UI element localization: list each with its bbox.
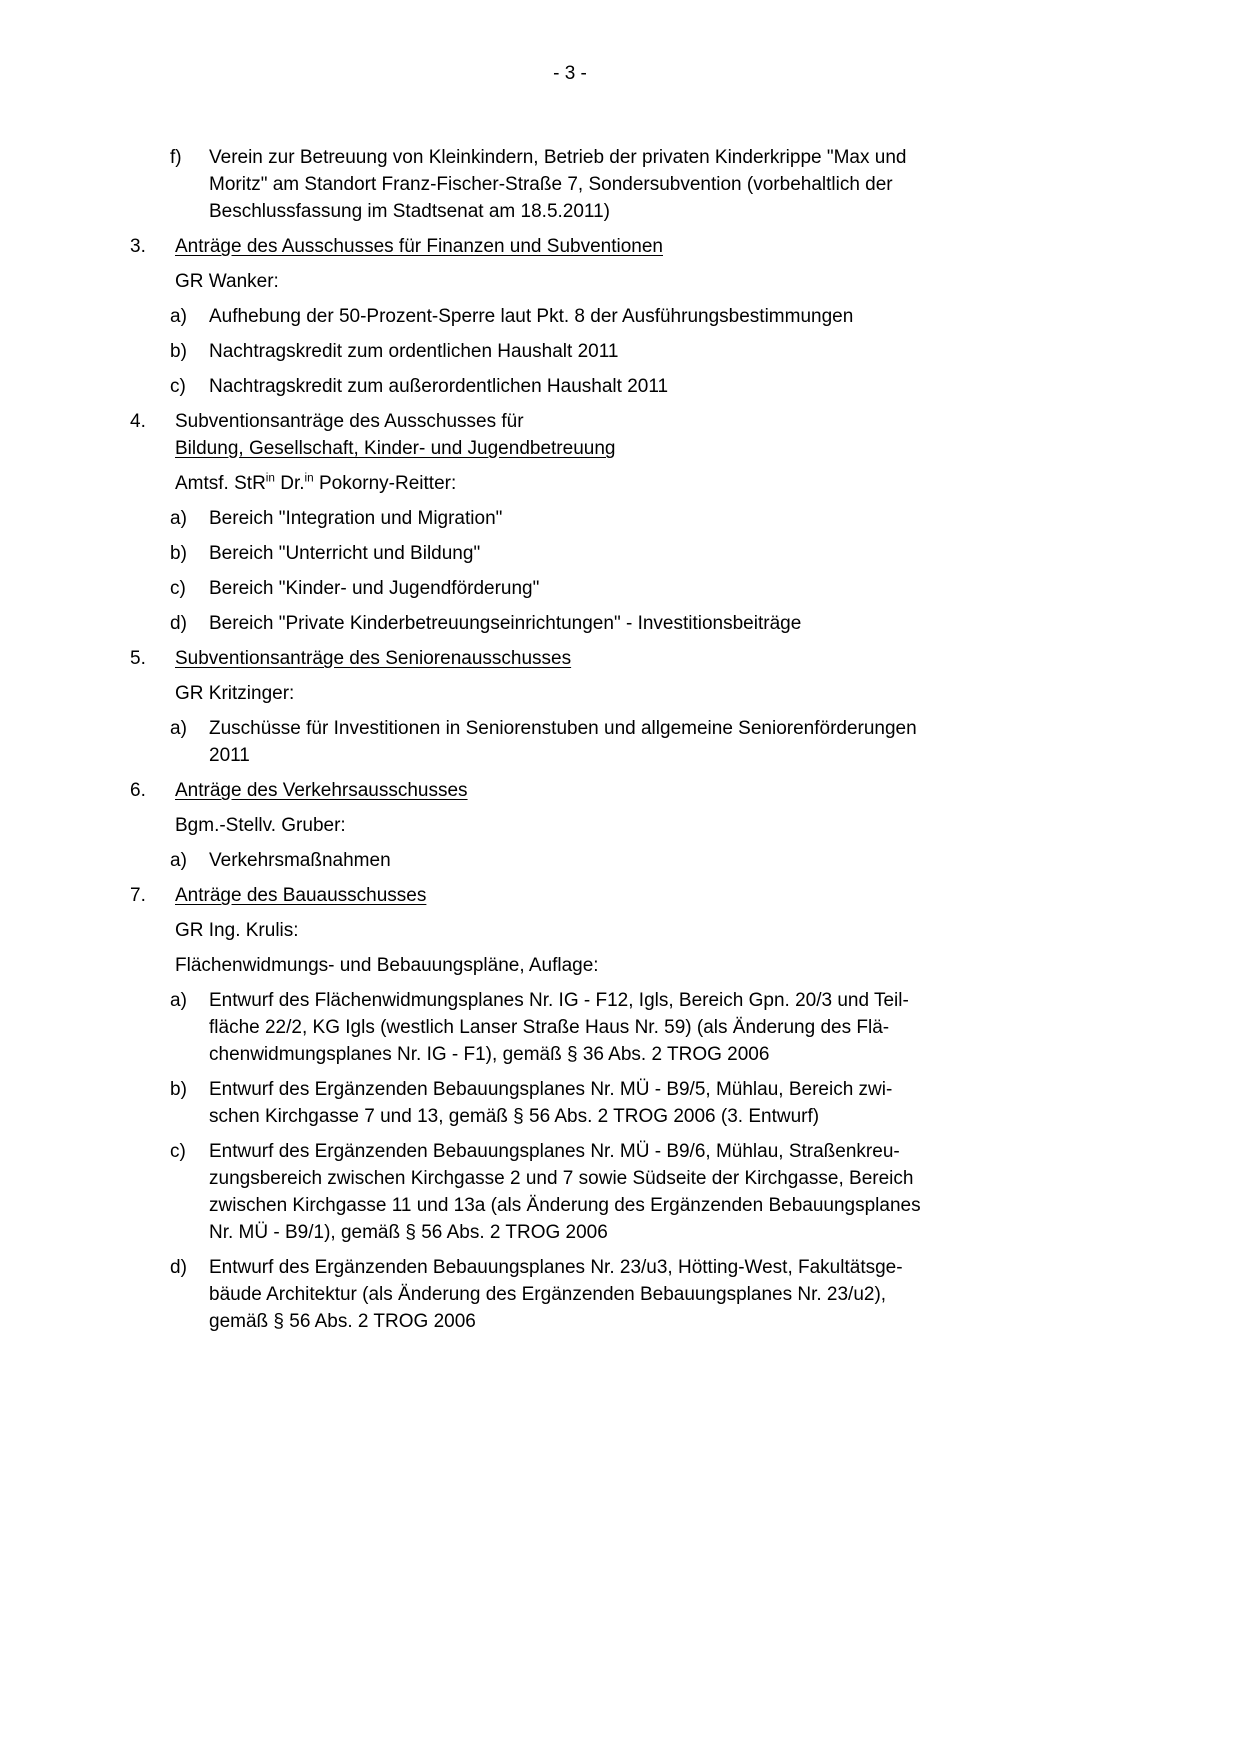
section-speaker: Bgm.-Stellv. Gruber: — [175, 815, 346, 836]
list-item — [170, 1138, 1030, 1246]
item-letter: c) — [170, 376, 186, 397]
section-title-line-1: Subventionsanträge des Ausschusses für — [175, 411, 524, 432]
section-speaker: Amtsf. StR$^{in}$ Dr.$^{in}$ Pokorny-Reitter: — [175, 471, 457, 494]
section-number: 7. — [130, 885, 146, 906]
section-speaker: GR Kritzinger: — [175, 683, 295, 704]
item-text: Verein zur Betreuung von Kleinkindern, Betrieb der privaten Kinderkrippe "Max und Moritz" am Standort Franz-Fischer-Straße 7, Sondersubvention (vorbehaltlich der Beschlussfassung im Stadtsenat am 18.5.2011) — [209, 147, 907, 222]
section-body — [170, 470, 1030, 637]
item-text: Bereich "Integration und Migration" — [209, 508, 503, 529]
item-text: Bereich "Unterricht und Bildung" — [209, 543, 481, 564]
section-number: 6. — [130, 780, 146, 801]
list-item — [170, 987, 1030, 1068]
section-title: Subventionsanträge des Seniorenausschusses — [175, 648, 572, 669]
section-body — [170, 917, 1030, 1335]
item-letter: b) — [170, 341, 187, 362]
item-letter: b) — [170, 543, 187, 564]
section-heading — [130, 408, 1030, 462]
section-title: Anträge des Verkehrsausschusses — [175, 780, 468, 801]
section-number: 5. — [130, 648, 146, 669]
section-speaker: GR Wanker: — [175, 271, 279, 292]
section-heading — [130, 777, 1030, 804]
item-letter: a) — [170, 850, 187, 871]
list-item — [170, 847, 1030, 874]
list-item — [170, 575, 1030, 602]
item-text: Aufhebung der 50-Prozent-Sperre laut Pkt. 8 der Ausführungsbestimmungen — [209, 306, 854, 327]
section-speaker: GR Ing. Krulis: — [175, 920, 299, 941]
list-item — [170, 1254, 1030, 1335]
agenda-section-4 — [130, 408, 1030, 637]
section-number: 3. — [130, 236, 146, 257]
section-subtitle: Flächenwidmungs- und Bebauungspläne, Auflage: — [175, 955, 599, 976]
list-item — [170, 303, 1030, 330]
agenda-section-6 — [130, 777, 1030, 874]
agenda-section-5 — [130, 645, 1030, 769]
item-letter: d) — [170, 613, 187, 634]
item-letter: b) — [170, 1079, 187, 1100]
list-item — [170, 373, 1030, 400]
item-text: Entwurf des Flächenwidmungsplanes Nr. IG - F12, Igls, Bereich Gpn. 20/3 und Teil- fläche 22/2, KG Igls (westlich Lanser Straße Haus Nr. 59) (als Änderung des Flä- chenwidmungsplanes Nr. IG - F1), gemäß § 36 Abs. 2 TROG 2006 — [209, 990, 909, 1065]
list-item — [170, 1076, 1030, 1130]
item-text: Bereich "Kinder- und Jugendförderung" — [209, 578, 540, 599]
page-number: - 3 - — [553, 63, 587, 84]
item-letter: a) — [170, 306, 187, 327]
list-item-f — [170, 144, 1030, 225]
section-title-line-2: Bildung, Gesellschaft, Kinder- und Jugendbetreuung — [175, 438, 616, 459]
superscript: in — [304, 471, 314, 485]
item-letter: a) — [170, 718, 187, 739]
item-letter: d) — [170, 1257, 187, 1278]
section-title: Anträge des Bauausschusses — [175, 885, 427, 906]
item-text: Entwurf des Ergänzenden Bebauungsplanes Nr. MÜ - B9/6, Mühlau, Straßenkreu- zungsbereich zwischen Kirchgasse 2 und 7 sowie Südseite der Kirchgasse, Bereich zwischen Kirchgasse 11 und 13a (als Änderung des Ergänzenden Bebauungsplanes Nr. MÜ - B9/1), gemäß § 56 Abs. 2 TROG 2006 — [209, 1141, 921, 1243]
item-text: Bereich "Private Kinderbetreuungseinrichtungen" - Investitionsbeiträge — [209, 613, 802, 634]
agenda-content — [130, 144, 1030, 1335]
item-letter: a) — [170, 508, 187, 529]
section-heading — [130, 233, 1030, 260]
item-text: Zuschüsse für Investitionen in Seniorenstuben und allgemeine Seniorenförderungen 2011 — [209, 718, 917, 766]
section-body — [170, 812, 1030, 874]
item-letter: c) — [170, 1141, 186, 1162]
item-text: Verkehrsmaßnahmen — [209, 850, 391, 871]
section-body — [170, 268, 1030, 400]
section-body — [170, 680, 1030, 769]
item-letter: a) — [170, 990, 187, 1011]
item-text: Entwurf des Ergänzenden Bebauungsplanes Nr. 23/u3, Hötting-West, Fakultätsge- bäude Architektur (als Änderung des Ergänzenden Bebauungsplanes Nr. 23/u2), gemäß § 56 Abs. 2 TROG 2006 — [209, 1257, 903, 1332]
agenda-section-3 — [130, 233, 1030, 400]
section-title — [175, 408, 1030, 462]
list-item — [170, 338, 1030, 365]
section-heading — [130, 882, 1030, 909]
section-title: Anträge des Ausschusses für Finanzen und Subventionen — [175, 236, 663, 257]
item-letter: f) — [170, 147, 182, 168]
list-item — [170, 610, 1030, 637]
list-item — [170, 715, 1030, 769]
list-item — [170, 505, 1030, 532]
superscript: in — [265, 471, 275, 485]
list-item — [170, 540, 1030, 567]
item-text: Entwurf des Ergänzenden Bebauungsplanes Nr. MÜ - B9/5, Mühlau, Bereich zwi- schen Kirchgasse 7 und 13, gemäß § 56 Abs. 2 TROG 2006 (3. Entwurf) — [209, 1079, 893, 1127]
item-text: Nachtragskredit zum ordentlichen Haushalt 2011 — [209, 341, 619, 362]
section-heading — [130, 645, 1030, 672]
item-letter: c) — [170, 578, 186, 599]
agenda-section-7 — [130, 882, 1030, 1335]
item-text: Nachtragskredit zum außerordentlichen Haushalt 2011 — [209, 376, 669, 397]
section-number: 4. — [130, 411, 146, 432]
